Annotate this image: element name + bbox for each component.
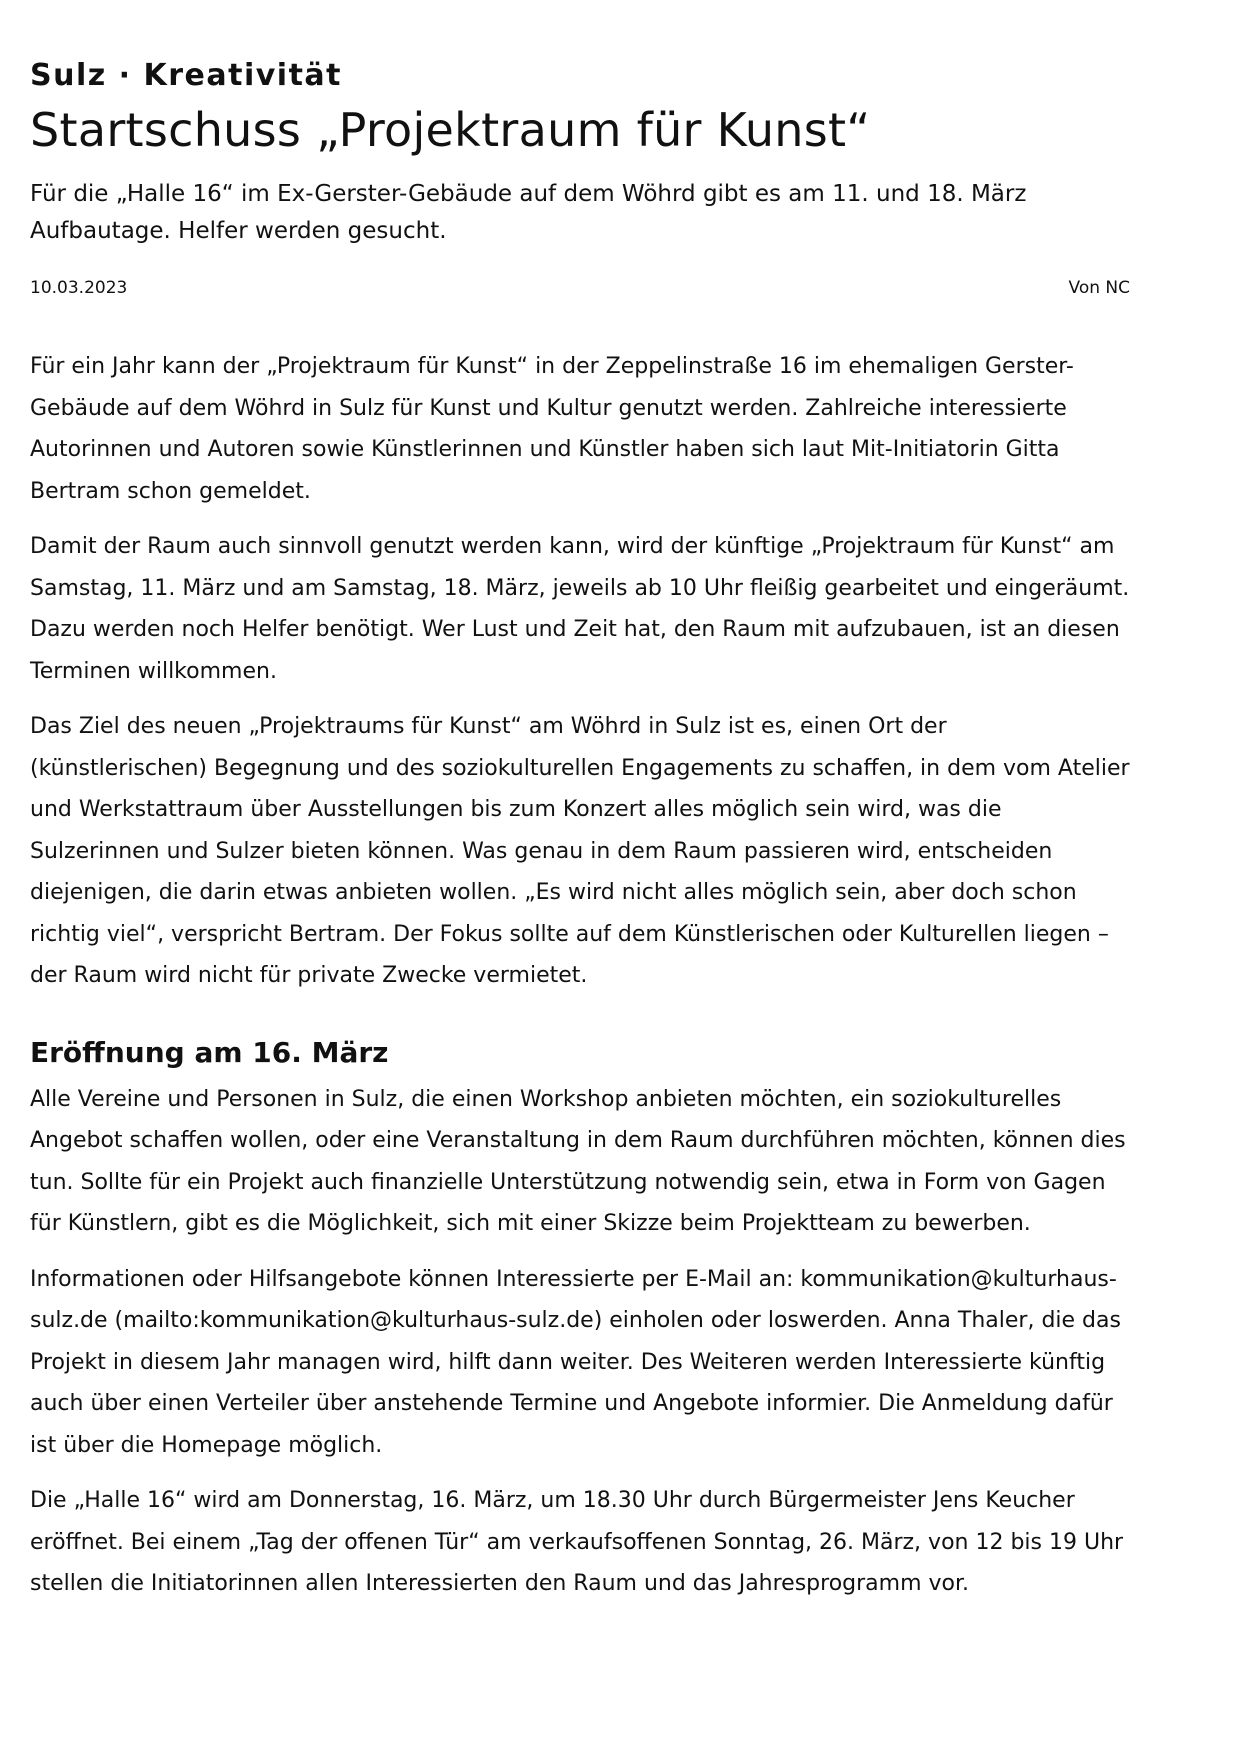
lead-text: Für die „Halle 16“ im Ex-Gerster-Gebäude auf dem Wöhrd gibt es am 11. und 18. März Aufbautage. Helfer werden gesucht.: [30, 181, 1027, 244]
article-body: [30, 346, 1130, 1605]
body-paragraph-6: Die „Halle 16“ wird am Donnerstag, 16. März, um 18.30 Uhr durch Bürgermeister Jens Keucher eröffnet. Bei einem „Tag der offenen Tür“ am verkaufsoffenen Sonntag, 26. März, von 12 bis 19 Uhr stellen die Initiatorinnen allen Interessierten den Raum und das Jahresprogramm vor.: [30, 1488, 1124, 1596]
body-paragraph-5: Informationen oder Hilfsangebote können Interessierte per E-Mail an: kommunikation@kulturhaus-sulz.de (mailto:kommunikation@kulturhaus-sulz.de) einholen oder loswerden. Anna Thaler, die das Projekt in diesem Jahr managen wird, hilft dann weiter. Des Weiteren werden Interessierte künftig auch über einen Verteiler über anstehende Termine und Angebote informier. Die Anmeldung dafür ist über die Homepage möglich.: [30, 1266, 1121, 1458]
body-paragraph-4: Alle Vereine und Personen in Sulz, die einen Workshop anbieten möchten, ein soziokulturelles Angebot schaffen wollen, oder eine Veranstaltung in dem Raum durchführen möchten, können dies tun. Sollte für ein Projekt auch finanzielle Unterstützung notwendig sein, etwa in Form von Gagen für Künstlern, gibt es die Möglichkeit, sich mit einer Skizze beim Projektteam zu bewerben.: [30, 1086, 1126, 1236]
body-paragraph-3: Das Ziel des neuen „Projektraums für Kunst“ am Wöhrd in Sulz ist es, einen Ort der (künstlerischen) Begegnung und des soziokulturellen Engagements zu schaffen, in dem vom Atelier und Werkstattraum über Ausstellungen bis zum Konzert alles möglich sein wird, was die Sulzerinnen und Sulzer bieten können. Was genau in dem Raum passieren wird, entscheiden diejenigen, die darin etwas anbieten wollen. „Es wird nicht alles möglich sein, aber doch schon richtig viel“, verspricht Bertram. Der Fokus sollte auf dem Künstlerischen oder Kulturellen liegen – der Raum wird nicht für private Zwecke vermietet.: [30, 714, 1130, 988]
headline: Startschuss „Projektraum für Kunst“: [30, 103, 871, 157]
article-meta: [30, 276, 1130, 300]
body-paragraph-1: Für ein Jahr kann der „Projektraum für Kunst“ in der Zeppelinstraße 16 im ehemaligen Gerster-Gebäude auf dem Wöhrd in Sulz für Kunst und Kultur genutzt werden. Zahlreiche interessierte Autorinnen und Autoren sowie Künstlerinnen und Künstler haben sich laut Mit-Initiatorin Gitta Bertram schon gemeldet.: [30, 354, 1074, 504]
article: [30, 54, 1130, 1619]
kicker: Sulz · Kreativität: [30, 58, 343, 93]
subheading: Eröffnung am 16. März: [30, 1035, 389, 1069]
publish-date: 10.03.2023: [30, 278, 128, 298]
author-byline: Von NC: [1068, 278, 1130, 298]
body-paragraph-2: Damit der Raum auch sinnvoll genutzt werden kann, wird der künftige „Projektraum für Kunst“ am Samstag, 11. März und am Samstag, 18. März, jeweils ab 10 Uhr fleißig gearbeitet und eingeräumt. Dazu werden noch Helfer benötigt. Wer Lust und Zeit hat, den Raum mit aufzubauen, ist an diesen Terminen willkommen.: [30, 534, 1130, 684]
